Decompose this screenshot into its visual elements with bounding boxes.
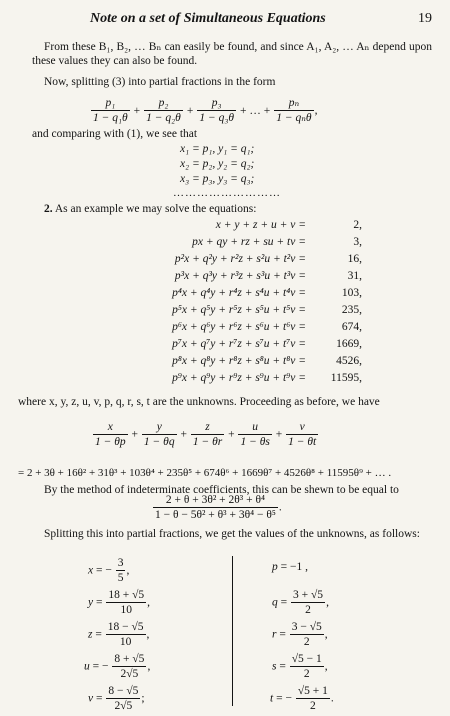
running-header — [0, 10, 450, 30]
running-title: Note on a set of Simultaneous Equations — [90, 11, 326, 26]
answer-v: v = $\frac{8 - √5}{2√5}$ ; — [88, 685, 145, 713]
answer-r: r = $\frac{3 - √5}{2}$ , — [272, 621, 328, 649]
paragraph-3: and comparing with (1), we see that — [32, 128, 198, 140]
equation-row: px + qy + rz + su + tv = 3, — [192, 236, 362, 248]
answer-u: u = − $\frac{8 + √5}{2√5}$ , — [84, 653, 151, 681]
fraction: $\frac{\text{p₃}}{\text{1 − q₃θ}}$ — [199, 97, 235, 125]
comparison-2: x₂ = p₂, y₂ = q₂; — [180, 158, 255, 170]
equation-row: p⁸x + q⁸y + r⁸z + s⁸u + t⁸v = 4526, — [172, 355, 362, 367]
fraction: $\frac{\text{pₙ}}{\text{1 − qₙθ}}$ — [276, 97, 312, 125]
answer-x: x = − $\frac{3}{5}$ , — [88, 557, 130, 585]
fraction: $\frac{\text{p₁}}{\text{1 − q₁θ}}$ — [93, 97, 128, 125]
equation-row: p⁶x + q⁶y + r⁶z + s⁶u + t⁶v = 674, — [172, 321, 362, 333]
paragraph-6: By the method of indeterminate coefficients, this can be shewn to be equal to — [44, 484, 399, 496]
fraction: $\frac{u}{1 - \theta s}$ — [240, 421, 270, 449]
equation-row: x + y + z + u + v = 2, — [215, 219, 362, 231]
paragraph-1: From these B₁, B₂, … Bₙ can easily be found, and since A₁, A₂, … Aₙ depend upon these values they can also be found. — [32, 41, 432, 68]
answer-s: s = $\frac{√5 - 1}{2}$ , — [272, 653, 328, 681]
answer-p: p = −1 , — [272, 561, 308, 573]
fraction: $\frac{v}{1 - \theta t}$ — [288, 421, 317, 449]
equation-row: p⁷x + q⁷y + r⁷z + s⁷u + t⁷v = 1669, — [172, 338, 362, 350]
fraction: $\frac{\text{2 + θ + 3θ² + 2θ³ + θ⁴}}{\text{1 − θ − 5θ² + θ³ + 3θ⁴ − θ⁵}}$ — [155, 494, 276, 522]
equation-row: p³x + q³y + r³z + s³u + t³v = 31, — [174, 270, 362, 282]
power-series: = 2 + 3θ + 16θ² + 31θ³ + 103θ⁴ + 235θ⁵ + 674θ⁶ + 1669θ⁷ + 4526θ⁸ + 11595θ⁹ + … . — [18, 467, 392, 479]
column-divider — [232, 556, 233, 706]
equation-row: p²x + q²y + r²z + s²u + t²v = 16, — [174, 253, 362, 265]
equation-row: p⁵x + q⁵y + r⁵z + s⁵u + t⁵v = 235, — [172, 304, 362, 316]
answers-block — [0, 556, 450, 716]
generating-function: $\frac{\text{2 + θ + 3θ² + 2θ³ + θ⁴}}{\text{1 − θ − 5θ² + θ³ + 3θ⁴ − θ⁵}}$ . — [155, 494, 282, 522]
paragraph-7: Splitting this into partial fractions, we get the values of the unknowns, as follows: — [44, 528, 420, 540]
paragraph-5: where x, y, z, u, v, p, q, r, s, t are the unknowns. Proceeding as before, we have — [18, 396, 380, 408]
partial-fraction-form: $\frac{\text{p₁}}{\text{1 − q₁θ}}$ + $\frac{\text{p₂}}{\text{1 − q₂θ}}$ + $\frac{\text{p₃}}{\text{1 − q₃θ}}$ + … + $\frac{\text{pₙ}}{\text{1 − qₙθ}}$ , — [93, 97, 318, 125]
fraction: $\frac{y}{1 - \theta q}$ — [143, 421, 175, 449]
comparison-3: x₃ = p₃, y₃ = q₃; — [180, 173, 255, 185]
equation-row: p⁴x + q⁴y + r⁴z + s⁴u + t⁴v = 103, — [172, 287, 362, 299]
section-number: 2. — [44, 203, 53, 215]
fraction: $\frac{x}{1 - \theta p}$ — [95, 421, 126, 449]
comparison-1: x₁ = p₁, y₁ = q₁; — [180, 143, 255, 155]
fraction: $\frac{z}{1 - \theta r}$ — [192, 421, 223, 449]
paragraph-4 — [44, 202, 432, 216]
answer-y: y = $\frac{18 + √5}{10}$ , — [88, 589, 151, 617]
fraction-sum: $\frac{x}{1 - \theta p}$ + $\frac{y}{1 - \theta q}$ + $\frac{z}{1 - \theta r}$ + $\frac{u}{1 - \theta s}$ + $\frac{v}{1 - \theta t}$ — [95, 421, 317, 449]
page-number: 19 — [418, 11, 432, 26]
answer-t: t = − $\frac{√5 + 1}{2}$ . — [270, 685, 334, 713]
ellipsis-dots: ……………………… — [173, 187, 281, 199]
answer-q: q = $\frac{3 + √5}{2}$ , — [272, 589, 329, 617]
answer-z: z = $\frac{18 - √5}{10}$ , — [88, 621, 150, 649]
equation-row: p⁹x + q⁹y + r⁹z + s⁹u + t⁹v = 11595, — [172, 372, 362, 384]
paragraph-4-text: As an example we may solve the equations: — [54, 203, 257, 215]
fraction: $\frac{\text{p₂}}{\text{1 − q₂θ}}$ — [146, 97, 181, 125]
paragraph-2: Now, splitting (3) into partial fractions in the form — [44, 76, 276, 88]
